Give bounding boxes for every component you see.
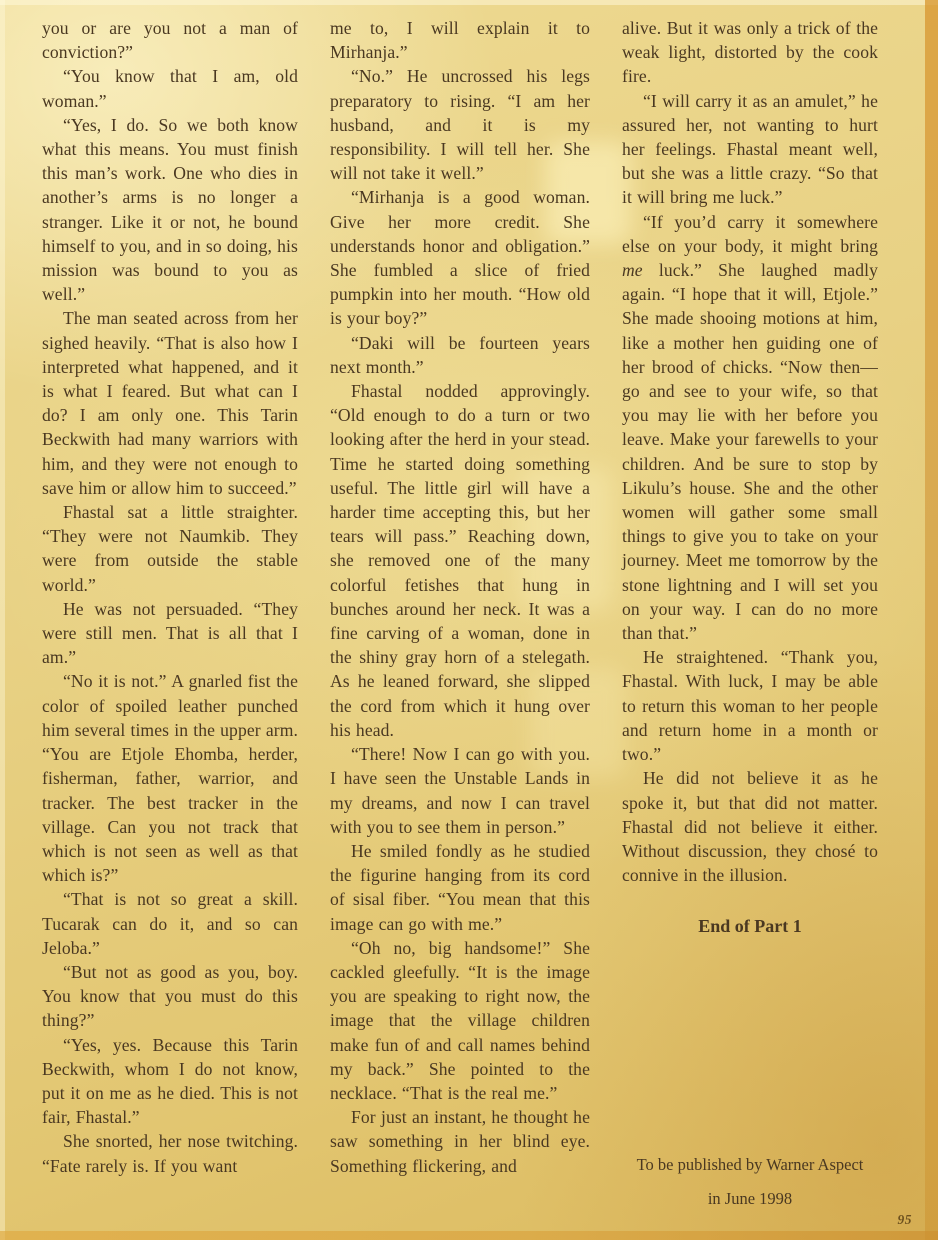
text-paragraph: “No.” He uncrossed his legs preparatory to rising. “I am her husband, and it is my responsibility. I will tell her. She will not take it well.” (330, 66, 590, 184)
text-paragraph: The man seated across from her sighed heavily. “That is also how I interpreted what happened, and it is what I feared. But what can I do? I am only one. This Tarin Beckwith had many warriors with him, and they were not enough to save him or allow him to succeed.” (42, 308, 298, 498)
text-paragraph: She snorted, her nose twitching. “Fate rarely is. If you want (42, 1131, 298, 1176)
publisher-note (622, 1148, 878, 1216)
text-paragraph: “Yes, I do. So we both know what this means. You must finish this man’s work. One who dies in another’s arms is no longer a stranger. Like it or not, he bound himself to you, and in so doing, his mission was bound to you as well.” (42, 114, 298, 305)
text-paragraph: “That is not so great a skill. Tucarak can do it, and so can Jeloba.” (42, 889, 298, 958)
text-paragraph: alive. But it was only a trick of the weak light, distorted by the cook fire. (622, 18, 878, 87)
scan-edge-artifact (925, 0, 938, 1240)
text-paragraph: “But not as good as you, boy. You know that you must do this thing?” (42, 961, 298, 1031)
text-paragraph: Fhastal sat a little straighter. “They were not Naumkib. They were from outside the stable world.” (42, 502, 298, 595)
text-column-left (42, 16, 298, 1178)
text-paragraph: “Mirhanja is a good woman. Give her more credit. She understands honor and obligation.” She fumbled a slice of fried pumpkin into her mouth. “How old is your boy?” (330, 187, 590, 329)
scan-edge-artifact (0, 1231, 938, 1240)
text-paragraph: Fhastal nodded approvingly. “Old enough to do a turn or two looking after the herd in your stead. Time he started doing something useful. The little girl will have a harder time accepting this, but her tears will pass.” Reaching down, she removed one of the many colorful fetishes that hung in bunches around her neck. It was a fine carving of a woman, done in the shiny gray horn of a stelegath. As he leaned forward, she slipped the cord from which it hung over his head. (330, 381, 590, 740)
publisher-note-line2: in June 1998 (707, 1189, 793, 1208)
text-paragraph: “There! Now I can go with you. I have seen the Unstable Lands in my dreams, and now I can travel with you to see them in person.” (330, 744, 590, 837)
text-paragraph: “You know that I am, old woman.” (42, 66, 298, 111)
text-paragraph: “If you’d carry it somewhere else on your body, it might bring me luck.” She laughed madly again. “I hope that it will, Etjole.” She made shooing motions at him, like a mother hen guiding one of her brood of chicks. “Now then—go and see to your wife, so that you may lie with her before you leave. Make your farewells to your children. And be sure to stop by Likulu’s house. She and the other women will gather some small things to give you to take on your journey. Meet me tomorrow by the stone lightning and I will set you on your way. I can do no more than that.” (622, 211, 878, 644)
text-paragraph: For just an instant, he thought he saw something in her blind eye. Something flickering, and (330, 1107, 590, 1176)
text-paragraph: He smiled fondly as he studied the figurine hanging from its cord of sisal fiber. “You mean that this image can go with me.” (330, 840, 590, 934)
text-paragraph: me to, I will explain it to Mirhanja.” (330, 18, 590, 63)
text-paragraph: “Daki will be fourteen years next month.” (330, 332, 590, 377)
text-paragraph: “Oh no, big handsome!” She cackled gleefully. “It is the image you are speaking to right now, the image that the village children make fun of and call names behind my back.” She pointed to the necklace. “That is the real me.” (330, 937, 590, 1103)
text-paragraph: “I will carry it as an amulet,” he assured her, not wanting to hurt her feelings. Fhastal meant well, but she was a little crazy. “So that it will bring me luck.” (622, 90, 878, 208)
scan-edge-artifact (0, 0, 938, 5)
text-paragraph: “Yes, yes. Because this Tarin Beckwith, whom I do not know, put it on me as he died. This is not fair, Fhastal.” (42, 1034, 298, 1128)
text-paragraph: He was not persuaded. “They were still men. That is all that I am.” (42, 598, 298, 668)
text-column-right-paragraphs (622, 16, 878, 887)
text-column-right (622, 16, 878, 938)
end-of-part-label: End of Part 1 (698, 916, 802, 937)
text-paragraph: He straightened. “Thank you, Fhastal. With luck, I may be able to return this woman to her people and return home in a month or two.” (622, 647, 878, 765)
text-column-middle (330, 16, 590, 1178)
publisher-note-line1: To be published by Warner Aspect (636, 1155, 864, 1174)
text-paragraph: you or are you not a man of conviction?” (42, 18, 298, 63)
scan-edge-artifact (0, 0, 5, 1240)
page-number: 95 (897, 1212, 912, 1227)
text-paragraph: “No it is not.” A gnarled fist the color of spoiled leather punched him several times in the upper arm. “You are Etjole Ehomba, herder, fisherman, father, warrior, and tracker. The best tracker in the village. Can you not track that which is not seen as well as that which is?” (42, 671, 298, 886)
text-paragraph: He did not believe it as he spoke it, but that did not matter. Fhastal did not believe it either. Without discussion, they chosé to connive in the illusion. (622, 768, 878, 886)
